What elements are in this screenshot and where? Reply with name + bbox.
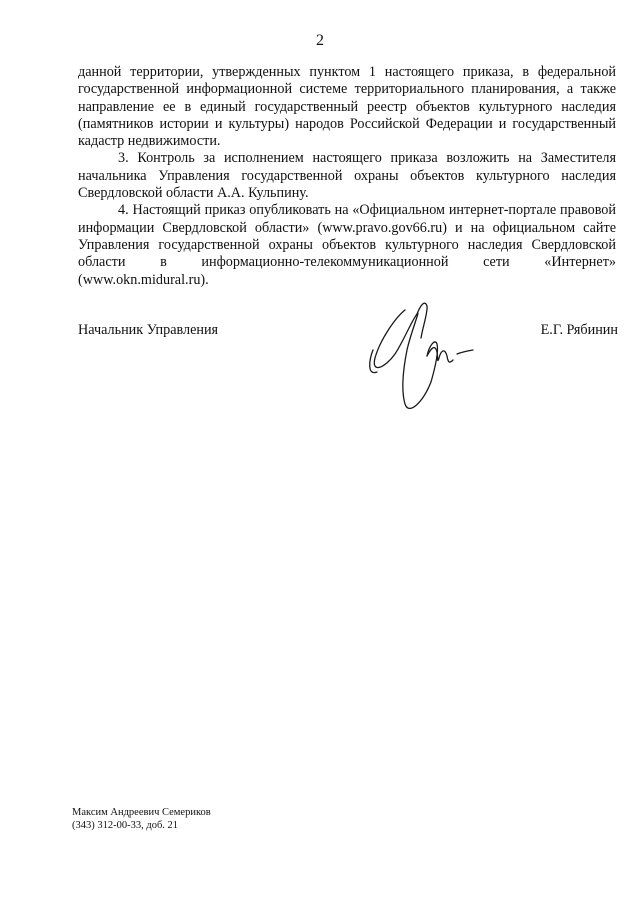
handwritten-signature bbox=[365, 292, 485, 424]
executor-name: Максим Андреевич Семериков bbox=[72, 807, 211, 818]
executor-phone: (343) 312-00-33, доб. 21 bbox=[72, 820, 179, 831]
paragraph-3: 3. Контроль за исполнением настоящего приказа возложить на Заместителя начальника Управления государственной охраны объектов культурного наследия Свердловской области А.А. Кульпину. bbox=[78, 150, 616, 202]
signatory-name: Е.Г. Рябинин bbox=[540, 322, 618, 338]
executor-info bbox=[72, 806, 211, 832]
signatory-position: Начальник Управления bbox=[78, 322, 219, 338]
paragraph-continuation: данной территории, утвержденных пунктом 1 настоящего приказа, в федеральной государственной информационной системе территориального планирования, а также направление ее в единый государственный реестр объектов культурного наследия (памятников истории и культуры) народов Российской Федерации и государственный кадастр недвижимости. bbox=[78, 64, 616, 150]
page-number: 2 bbox=[316, 32, 324, 49]
document-body bbox=[78, 64, 616, 289]
signature-row bbox=[78, 322, 618, 342]
paragraph-4: 4. Настоящий приказ опубликовать на «Официальном интернет-портале правовой информации Свердловской области» (www.pravo.gov66.ru) и на официальном сайте Управления государственной охраны объектов культурного наследия Свердловской области в информационно-телекоммуникационной сети «Интернет» (www.okn.midural.ru). bbox=[78, 202, 616, 288]
